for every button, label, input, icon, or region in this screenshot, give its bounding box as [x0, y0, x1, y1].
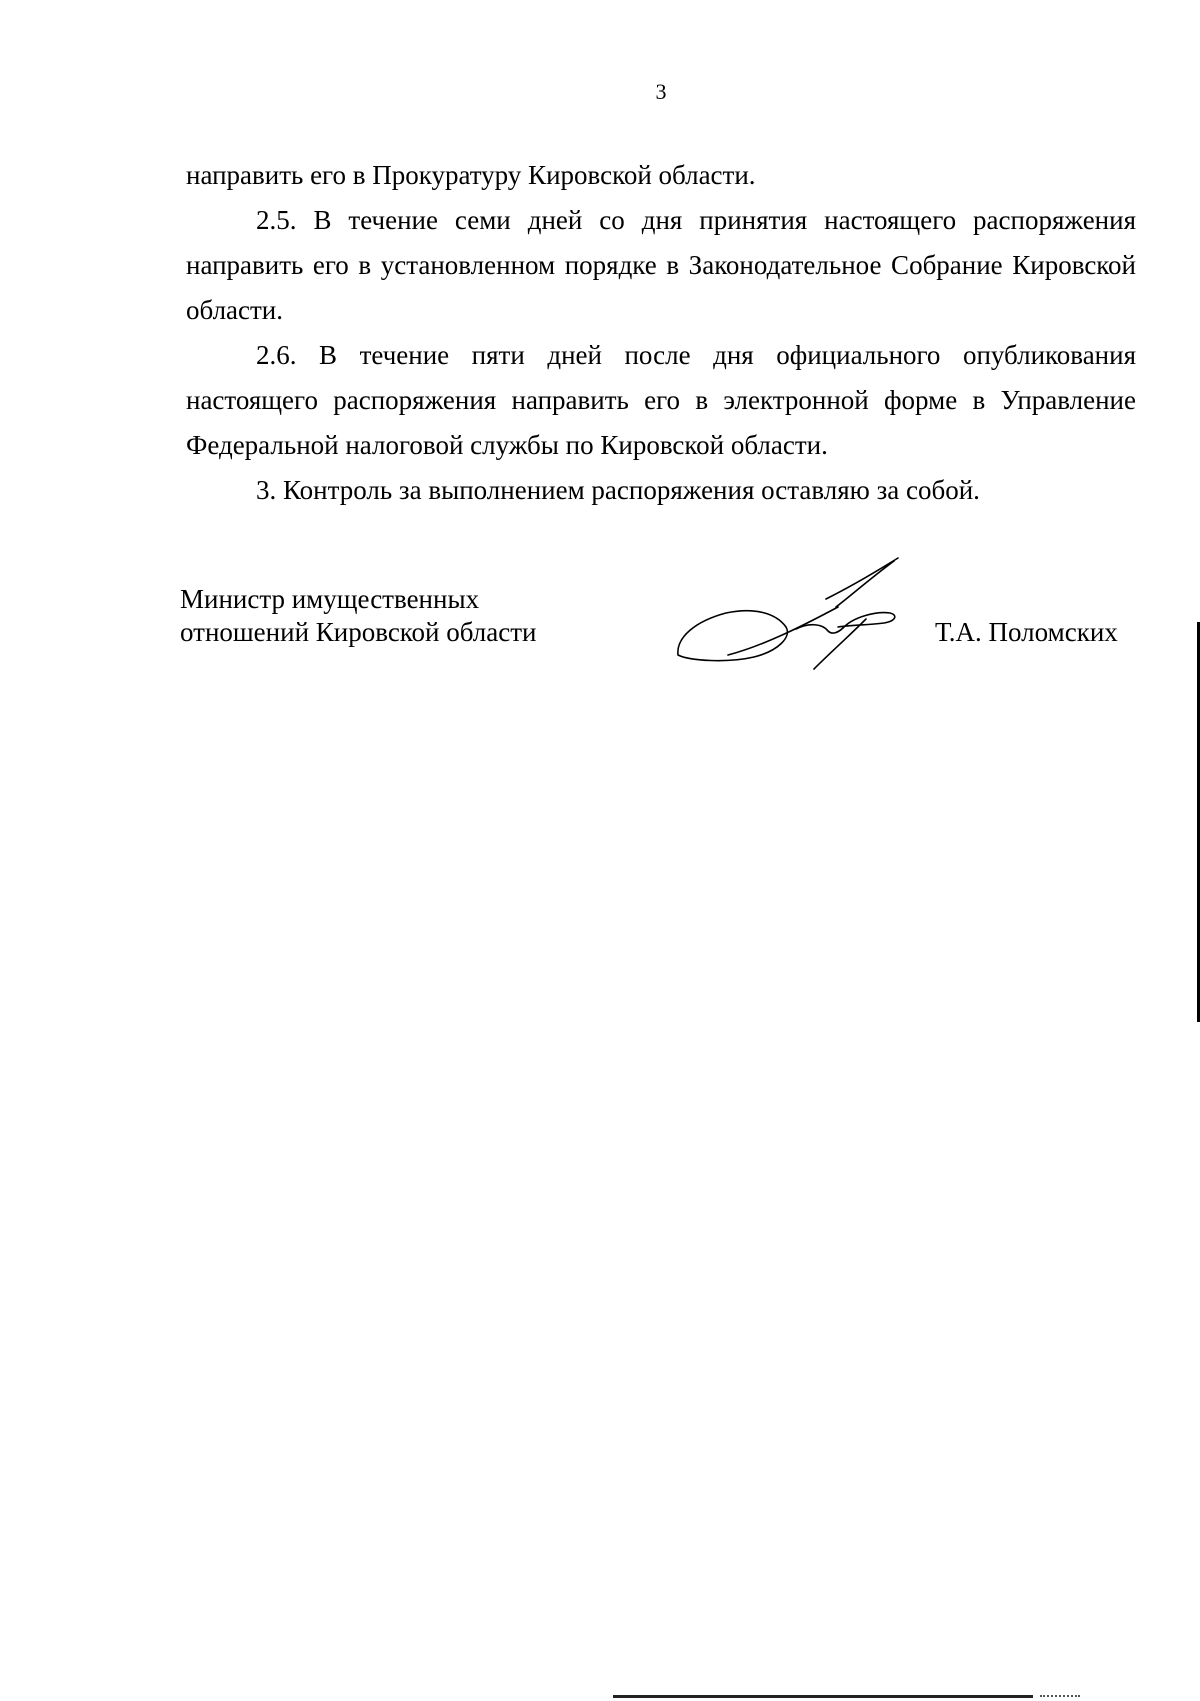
- page-number: 3: [655, 79, 667, 104]
- handwritten-signature: [676, 553, 916, 673]
- paragraph-2-6: 2.6. В течение пяти дней после дня официального опубликования настоящего распоряжения направить его в электронной форме в Управление Федеральной налоговой службы по Кировской области.: [186, 340, 1136, 460]
- scan-edge-line-bottom: [613, 1695, 1033, 1698]
- paragraph-2-5: 2.5. В течение семи дней со дня принятия настоящего распоряжения направить его в установленном порядке в Законодательное Собрание Кировской области.: [186, 205, 1136, 325]
- scan-edge-dots: [1040, 1695, 1080, 1699]
- paragraph-continuation: направить его в Прокуратуру Кировской области.: [186, 160, 756, 190]
- signatory-position: [180, 583, 537, 649]
- signatory-name: Т.А. Поломских: [935, 617, 1118, 647]
- signatory-position-line-1: Министр имущественных: [180, 584, 480, 614]
- document-body: [186, 153, 1136, 513]
- paragraph-3: 3. Контроль за выполнением распоряжения оставляю за собой.: [256, 475, 980, 505]
- signatory-position-line-2: отношений Кировской области: [180, 617, 537, 647]
